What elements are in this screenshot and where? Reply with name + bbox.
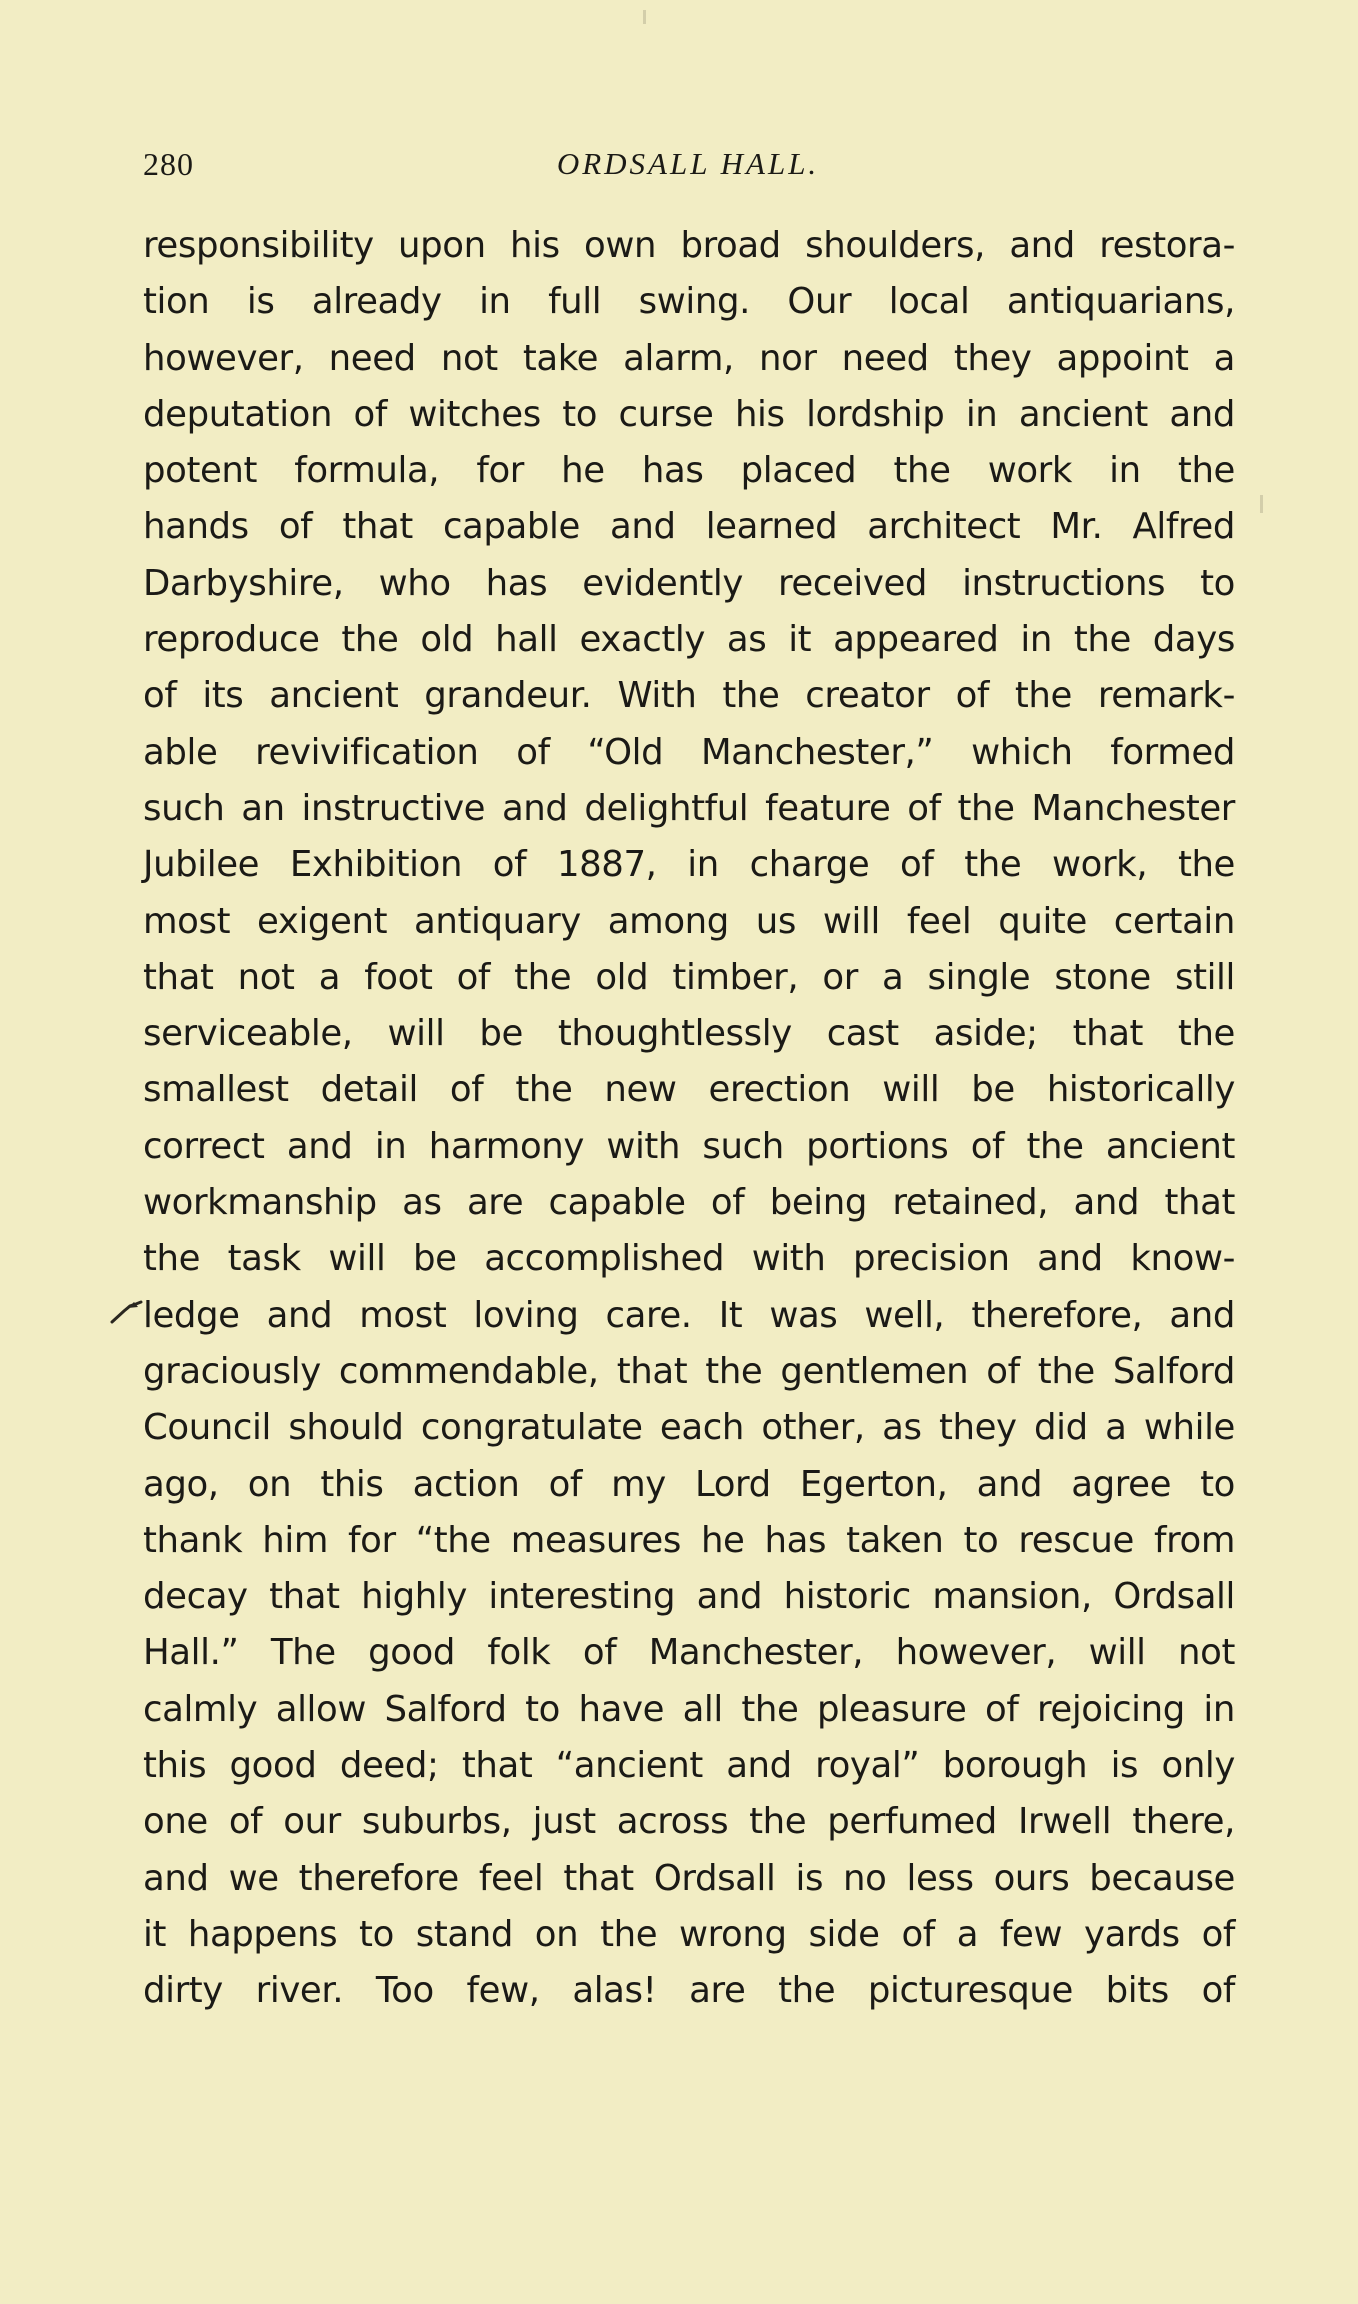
text-line: the task will be accomplished with precision and know-	[143, 1238, 1235, 1280]
text-line: Darbyshire, who has evidently received instructions to	[143, 562, 1235, 604]
page-header	[143, 146, 1233, 194]
text-line: this good deed; that “ancient and royal” borough is only	[143, 1745, 1235, 1787]
text-line: of its ancient grandeur. With the creator of the remark-	[143, 675, 1235, 717]
text-line: Jubilee Exhibition of 1887, in charge of the work, the	[143, 844, 1235, 886]
text-line: most exigent antiquary among us will feel quite certain	[143, 900, 1235, 942]
text-line: Hall.” The good folk of Manchester, however, will not	[143, 1632, 1235, 1674]
body-text	[143, 218, 1235, 2020]
text-line: ledge and most loving care. It was well, therefore, and	[143, 1294, 1235, 1336]
text-line: however, need not take alarm, nor need they appoint a	[143, 337, 1235, 379]
text-line: it happens to stand on the wrong side of a few yards of	[143, 1913, 1235, 1955]
text-line: thank him for “the measures he has taken to rescue from	[143, 1519, 1235, 1561]
text-line: calmly allow Salford to have all the pleasure of rejoicing in	[143, 1688, 1235, 1730]
text-line: serviceable, will be thoughtlessly cast aside; that the	[143, 1013, 1235, 1055]
paper-speck	[1260, 495, 1263, 513]
pencil-mark-icon	[110, 1298, 144, 1324]
running-title: ORDSALL HALL.	[556, 146, 820, 181]
page-number: 280	[143, 146, 194, 182]
text-line: decay that highly interesting and historic mansion, Ordsall	[143, 1576, 1235, 1618]
text-line: correct and in harmony with such portions of the ancient	[143, 1125, 1235, 1167]
text-line: deputation of witches to curse his lordship in ancient and	[143, 393, 1235, 435]
text-line: able revivification of “Old Manchester,” which formed	[143, 731, 1235, 773]
text-line: smallest detail of the new erection will be historically	[143, 1069, 1235, 1111]
paper-speck	[643, 10, 646, 24]
text-line: that not a foot of the old timber, or a single stone still	[143, 956, 1235, 998]
text-line: reproduce the old hall exactly as it appeared in the days	[143, 619, 1235, 661]
text-line: hands of that capable and learned architect Mr. Alfred	[143, 506, 1235, 548]
text-line: responsibility upon his own broad shoulders, and restora-	[143, 225, 1235, 266]
text-line: graciously commendable, that the gentlemen of the Salford	[143, 1350, 1235, 1392]
text-line: tion is already in full swing. Our local antiquarians,	[143, 281, 1235, 323]
text-line: dirty river. Too few, alas! are the picturesque bits of	[143, 1970, 1235, 2012]
text-line: Council should congratulate each other, as they did a while	[143, 1407, 1235, 1449]
text-line: workmanship as are capable of being retained, and that	[143, 1182, 1235, 1224]
text-line: one of our suburbs, just across the perfumed Irwell there,	[143, 1801, 1235, 1843]
text-line: and we therefore feel that Ordsall is no less ours because	[143, 1857, 1235, 1899]
text-line: ago, on this action of my Lord Egerton, and agree to	[143, 1463, 1235, 1505]
text-line: potent formula, for he has placed the work in the	[143, 450, 1235, 492]
text-line: such an instructive and delightful feature of the Manchester	[143, 787, 1235, 829]
